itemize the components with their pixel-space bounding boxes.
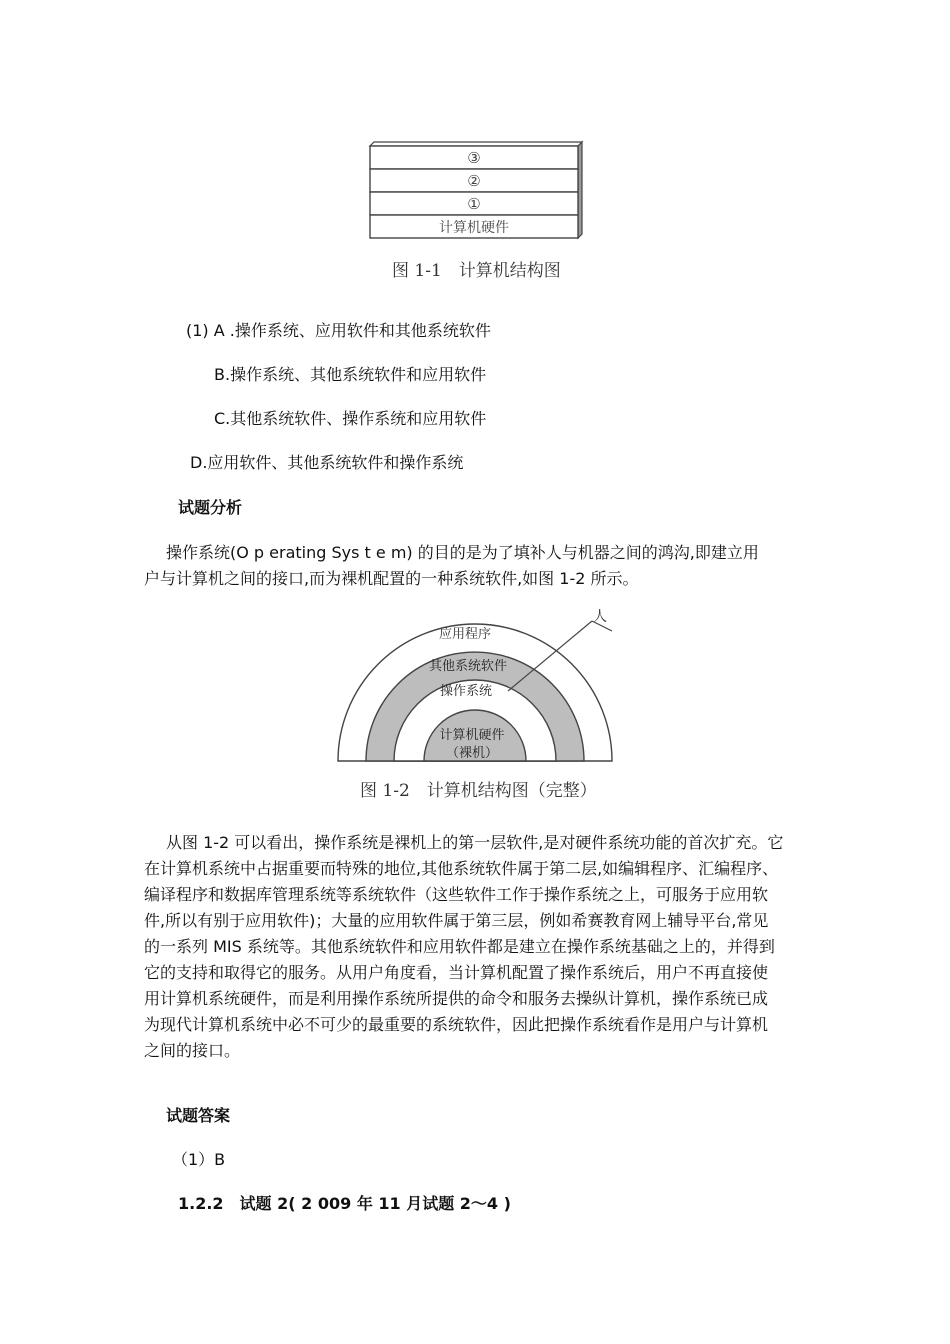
body-line: 的一系列 MIS 系统等。其他系统软件和应用软件都是建立在操作系统基础之上的，并得到 [144,937,775,956]
answer-value: （1）B [172,1150,226,1169]
figure-1-2-caption: 图 1-2 计算机结构图（完整） [360,781,597,801]
figure-1-1-diagram [360,138,592,244]
core-label-line2: （裸机） [445,746,499,761]
body-line: 从图 1-2 可以看出，操作系统是裸机上的第一层软件,是对硬件系统功能的首次扩充。它 [166,833,784,852]
body-line: 编译程序和数据库管理系统等系统软件（这些软件工作于操作系统之上，可服务于应用软 [144,885,769,904]
answer-heading: 试题答案 [166,1106,231,1125]
layer-1-label: ① [467,195,481,213]
ring-other-label: 其他系统软件 [428,659,508,674]
ring-os-label: 操作系统 [439,684,493,699]
option-c: C.其他系统软件、操作系统和应用软件 [214,409,487,428]
body-line: 在计算机系统中占据重要而特殊的地位,其他系统软件属于第二层,如编辑程序、汇编程序、 [144,859,779,878]
body-line: 它的支持和取得它的服务。从用户角度看，当计算机配置了操作系统后，用户不再直接使 [144,963,769,982]
layer-3-label: ③ [467,149,481,167]
analysis-heading: 试题分析 [178,498,243,517]
body-line: 之间的接口。 [144,1041,241,1060]
next-section-title: 1.2.2 试题 2( 2 009 年 11 月试题 2～4 ) [178,1194,511,1213]
layer-2-label: ② [467,172,481,190]
core-label-line1: 计算机硬件 [439,728,505,743]
body-line: 为现代计算机系统中必不可少的最重要的系统软件，因此把操作系统看作是用户与计算机 [144,1015,769,1034]
analysis-body-paragraph [144,830,808,1064]
intro-line: 操作系统(O p erating Sys t e m) 的目的是为了填补人与机器之间的鸿沟,即建立用 [166,543,759,562]
analysis-intro-paragraph [144,540,808,592]
body-line: 件,所以有别于应用软件)；大量的应用软件属于第三层，例如希赛教育网上辅导平台,常见 [144,911,769,930]
layer-hardware-label: 计算机硬件 [439,220,509,236]
figure-1-2-diagram [330,605,620,765]
intro-line: 户与计算机之间的接口,而为裸机配置的一种系统软件,如图 1-2 所示。 [144,569,639,588]
option-b: B.操作系统、其他系统软件和应用软件 [214,365,487,384]
person-label: 人 [593,609,607,625]
figure-1-1-caption: 图 1-1 计算机结构图 [392,261,561,281]
ring-application-label: 应用程序 [438,627,492,642]
option-d: D.应用软件、其他系统软件和操作系统 [190,453,464,472]
option-a: (1) A .操作系统、应用软件和其他系统软件 [186,321,491,340]
body-line: 用计算机系统硬件，而是利用操作系统所提供的命令和服务去操纵计算机，操作系统已成 [144,989,769,1008]
